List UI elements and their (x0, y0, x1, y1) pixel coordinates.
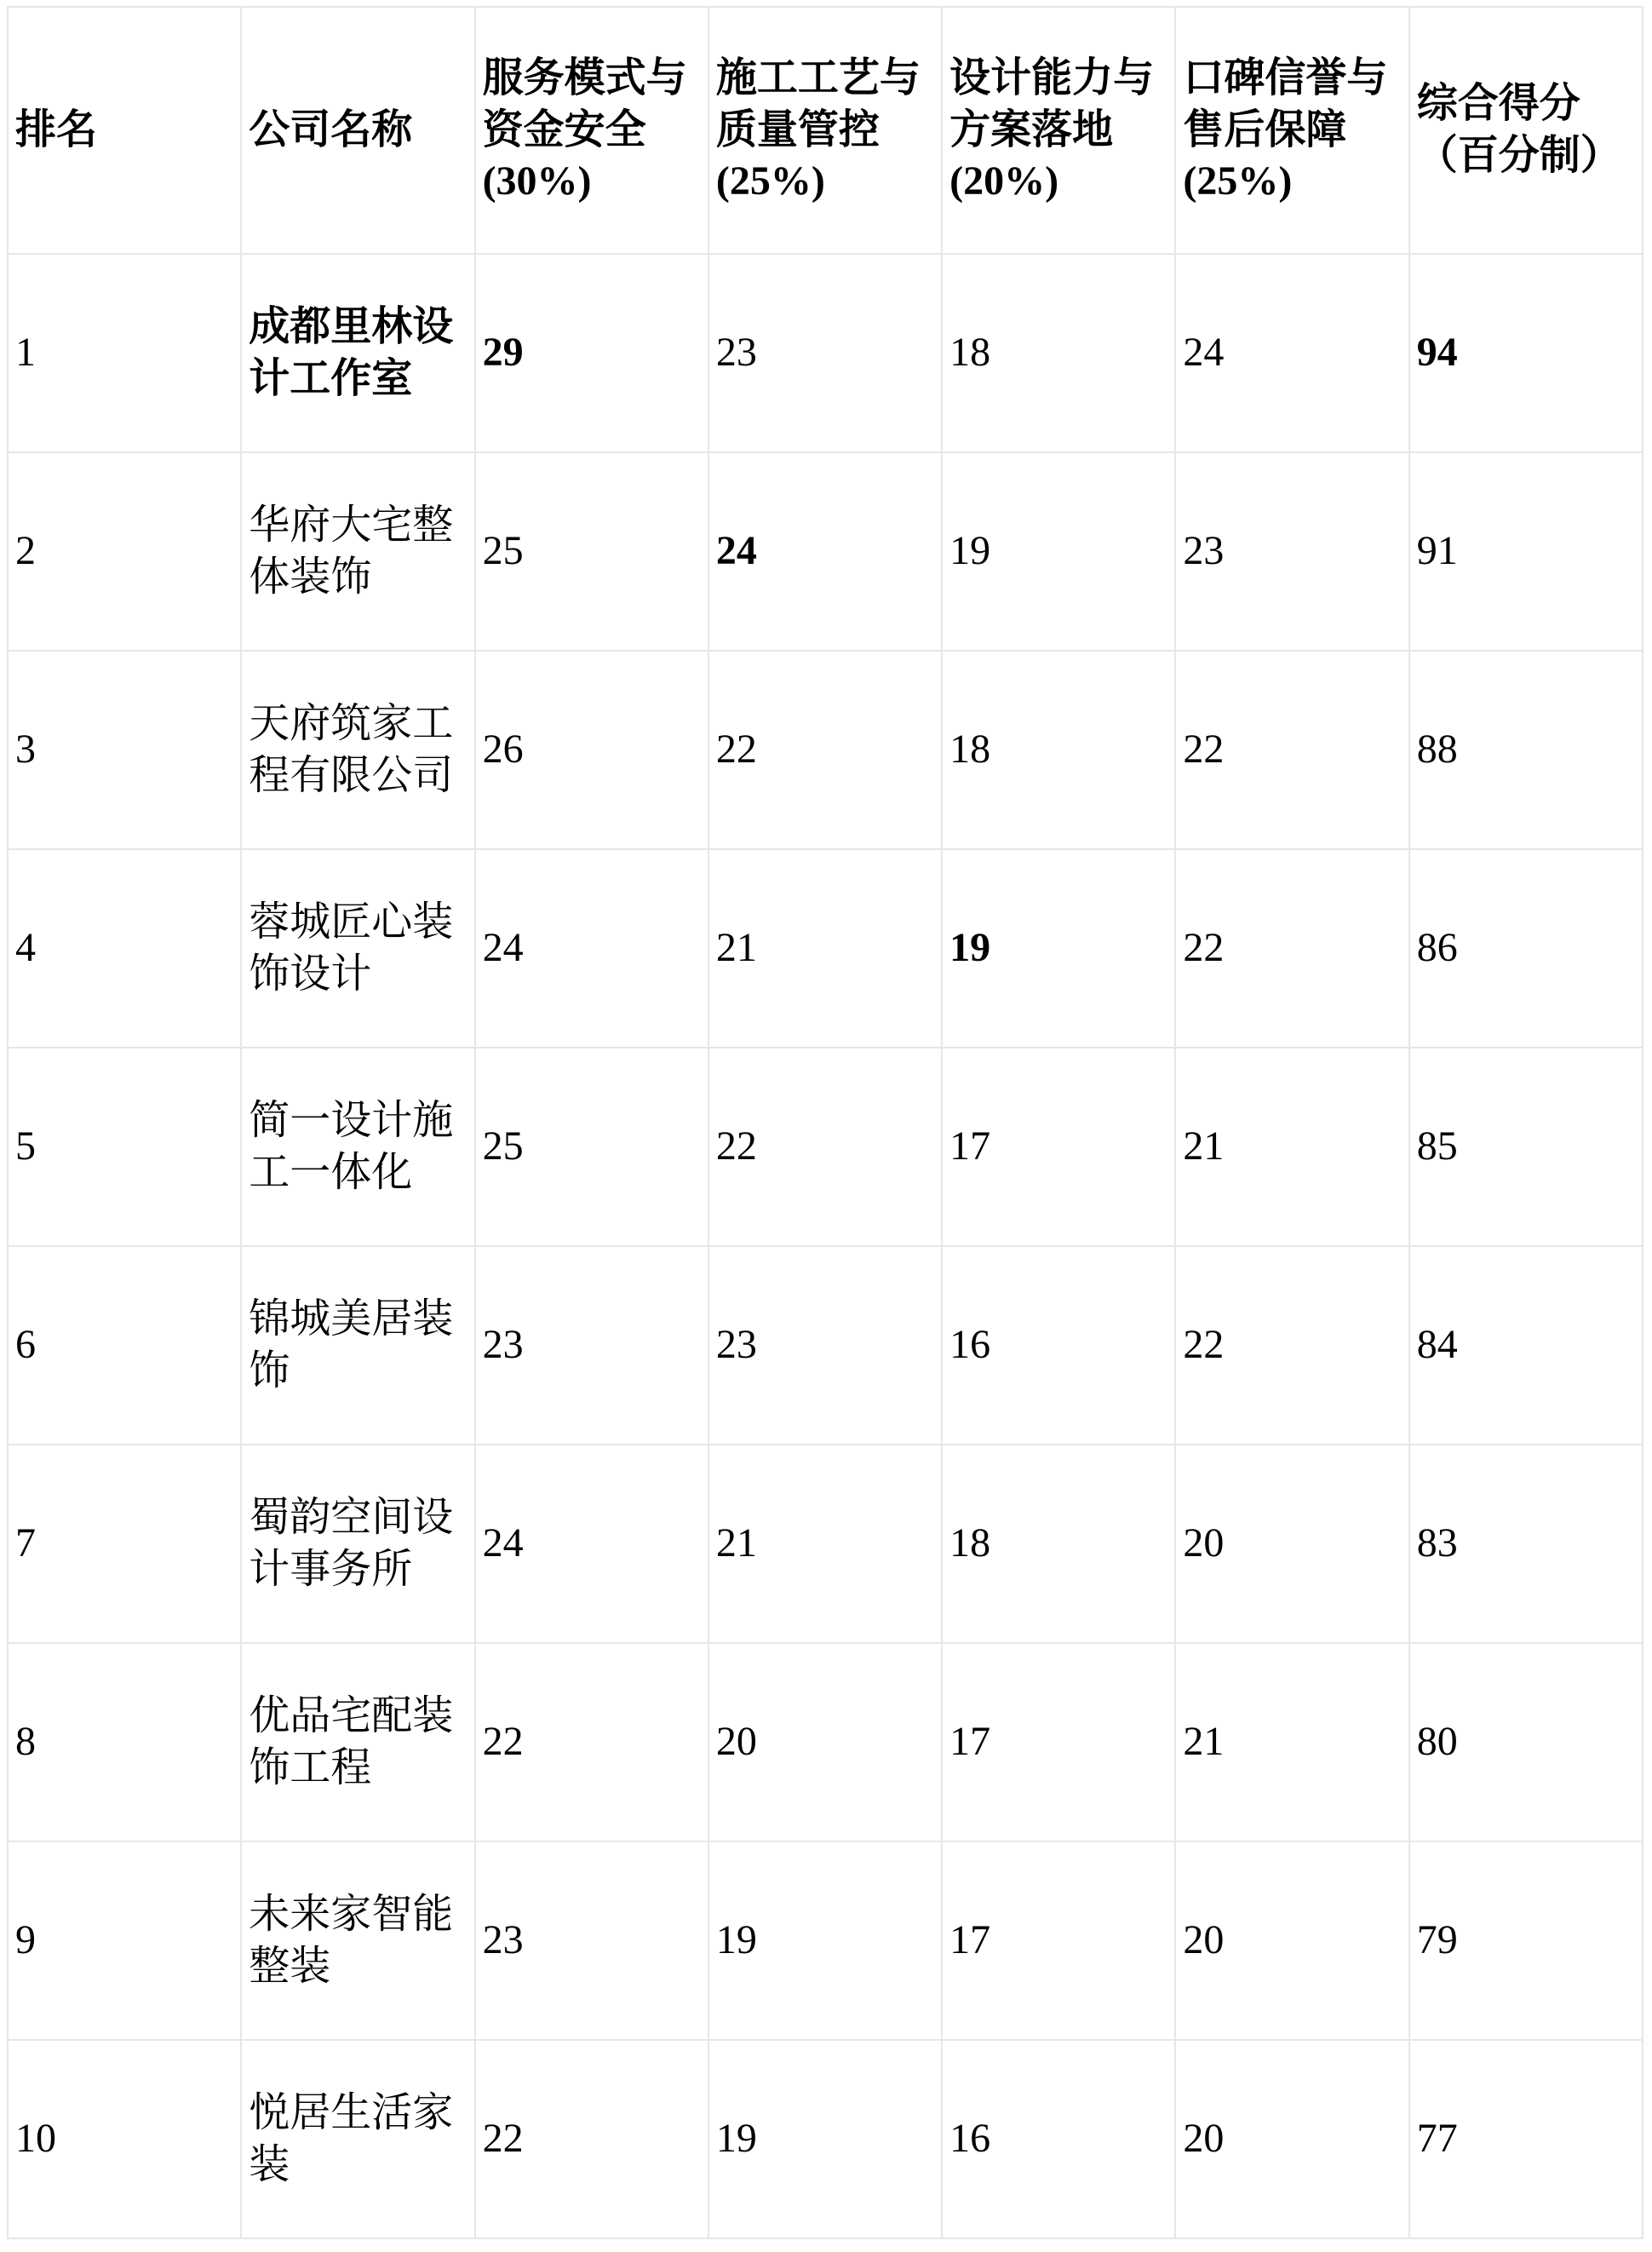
score-cell: 22 (475, 1643, 708, 1841)
score-cell: 23 (475, 1841, 708, 2040)
score-cell: 25 (475, 452, 708, 651)
score-cell: 22 (475, 2040, 708, 2238)
rank-cell: 3 (8, 651, 241, 849)
score-cell: 19 (942, 849, 1175, 1048)
score-cell: 18 (942, 254, 1175, 452)
table-row (8, 1643, 1643, 1841)
score-cell: 20 (1175, 1445, 1408, 1643)
score-cell: 16 (942, 2040, 1175, 2238)
score-cell: 23 (475, 1246, 708, 1445)
total-score-cell: 94 (1409, 254, 1643, 452)
table-row (8, 1445, 1643, 1643)
score-cell: 19 (708, 2040, 942, 2238)
score-cell: 22 (1175, 1246, 1408, 1445)
score-cell: 24 (475, 849, 708, 1048)
rank-cell: 5 (8, 1048, 241, 1246)
company-name-cell: 未来家智能整装 (241, 1841, 474, 2040)
total-score-cell: 84 (1409, 1246, 1643, 1445)
header-row (8, 7, 1643, 254)
company-name-cell: 华府大宅整体装饰 (241, 452, 474, 651)
score-cell: 20 (708, 1643, 942, 1841)
company-ranking-table (7, 6, 1643, 2239)
score-cell: 23 (708, 254, 942, 452)
table-row (8, 254, 1643, 452)
header-composite-score: 综合得分（百分制） (1409, 7, 1643, 254)
score-cell: 23 (1175, 452, 1408, 651)
score-cell: 22 (1175, 849, 1408, 1048)
score-cell: 29 (475, 254, 708, 452)
header-company-name: 公司名称 (241, 7, 474, 254)
score-cell: 17 (942, 1048, 1175, 1246)
header-service-funds-score: 服务模式与资金安全(30%) (475, 7, 708, 254)
score-cell: 21 (1175, 1048, 1408, 1246)
rank-cell: 2 (8, 452, 241, 651)
total-score-cell: 85 (1409, 1048, 1643, 1246)
total-score-cell: 88 (1409, 651, 1643, 849)
header-rank: 排名 (8, 7, 241, 254)
table-row (8, 1841, 1643, 2040)
table-row (8, 849, 1643, 1048)
company-name-cell: 天府筑家工程有限公司 (241, 651, 474, 849)
company-name-cell: 悦居生活家装 (241, 2040, 474, 2238)
score-cell: 22 (708, 651, 942, 849)
table-row (8, 452, 1643, 651)
score-cell: 21 (708, 849, 942, 1048)
table-row (8, 651, 1643, 849)
score-cell: 17 (942, 1841, 1175, 2040)
header-reputation-aftersales-score: 口碑信誉与售后保障(25%) (1175, 7, 1408, 254)
total-score-cell: 91 (1409, 452, 1643, 651)
rank-cell: 9 (8, 1841, 241, 2040)
header-construction-quality-score: 施工工艺与质量管控(25%) (708, 7, 942, 254)
score-cell: 16 (942, 1246, 1175, 1445)
score-cell: 24 (1175, 254, 1408, 452)
table-row (8, 1246, 1643, 1445)
company-name-cell: 优品宅配装饰工程 (241, 1643, 474, 1841)
total-score-cell: 80 (1409, 1643, 1643, 1841)
company-name-cell: 锦城美居装饰 (241, 1246, 474, 1445)
score-cell: 25 (475, 1048, 708, 1246)
score-cell: 22 (1175, 651, 1408, 849)
score-cell: 17 (942, 1643, 1175, 1841)
rank-cell: 4 (8, 849, 241, 1048)
rank-cell: 1 (8, 254, 241, 452)
score-cell: 19 (708, 1841, 942, 2040)
rank-cell: 7 (8, 1445, 241, 1643)
table-row (8, 2040, 1643, 2238)
score-cell: 20 (1175, 1841, 1408, 2040)
total-score-cell: 83 (1409, 1445, 1643, 1643)
score-cell: 20 (1175, 2040, 1408, 2238)
company-name-cell: 简一设计施工一体化 (241, 1048, 474, 1246)
table-row (8, 1048, 1643, 1246)
score-cell: 18 (942, 651, 1175, 849)
score-cell: 19 (942, 452, 1175, 651)
rank-cell: 10 (8, 2040, 241, 2238)
score-cell: 21 (1175, 1643, 1408, 1841)
score-cell: 18 (942, 1445, 1175, 1643)
company-name-cell: 蜀韵空间设计事务所 (241, 1445, 474, 1643)
score-cell: 24 (708, 452, 942, 651)
score-cell: 21 (708, 1445, 942, 1643)
score-cell: 26 (475, 651, 708, 849)
rank-cell: 6 (8, 1246, 241, 1445)
header-design-capability-score: 设计能力与方案落地(20%) (942, 7, 1175, 254)
rank-cell: 8 (8, 1643, 241, 1841)
score-cell: 24 (475, 1445, 708, 1643)
company-name-cell: 成都里林设计工作室 (241, 254, 474, 452)
total-score-cell: 77 (1409, 2040, 1643, 2238)
total-score-cell: 79 (1409, 1841, 1643, 2040)
score-cell: 22 (708, 1048, 942, 1246)
total-score-cell: 86 (1409, 849, 1643, 1048)
score-cell: 23 (708, 1246, 942, 1445)
company-name-cell: 蓉城匠心装饰设计 (241, 849, 474, 1048)
